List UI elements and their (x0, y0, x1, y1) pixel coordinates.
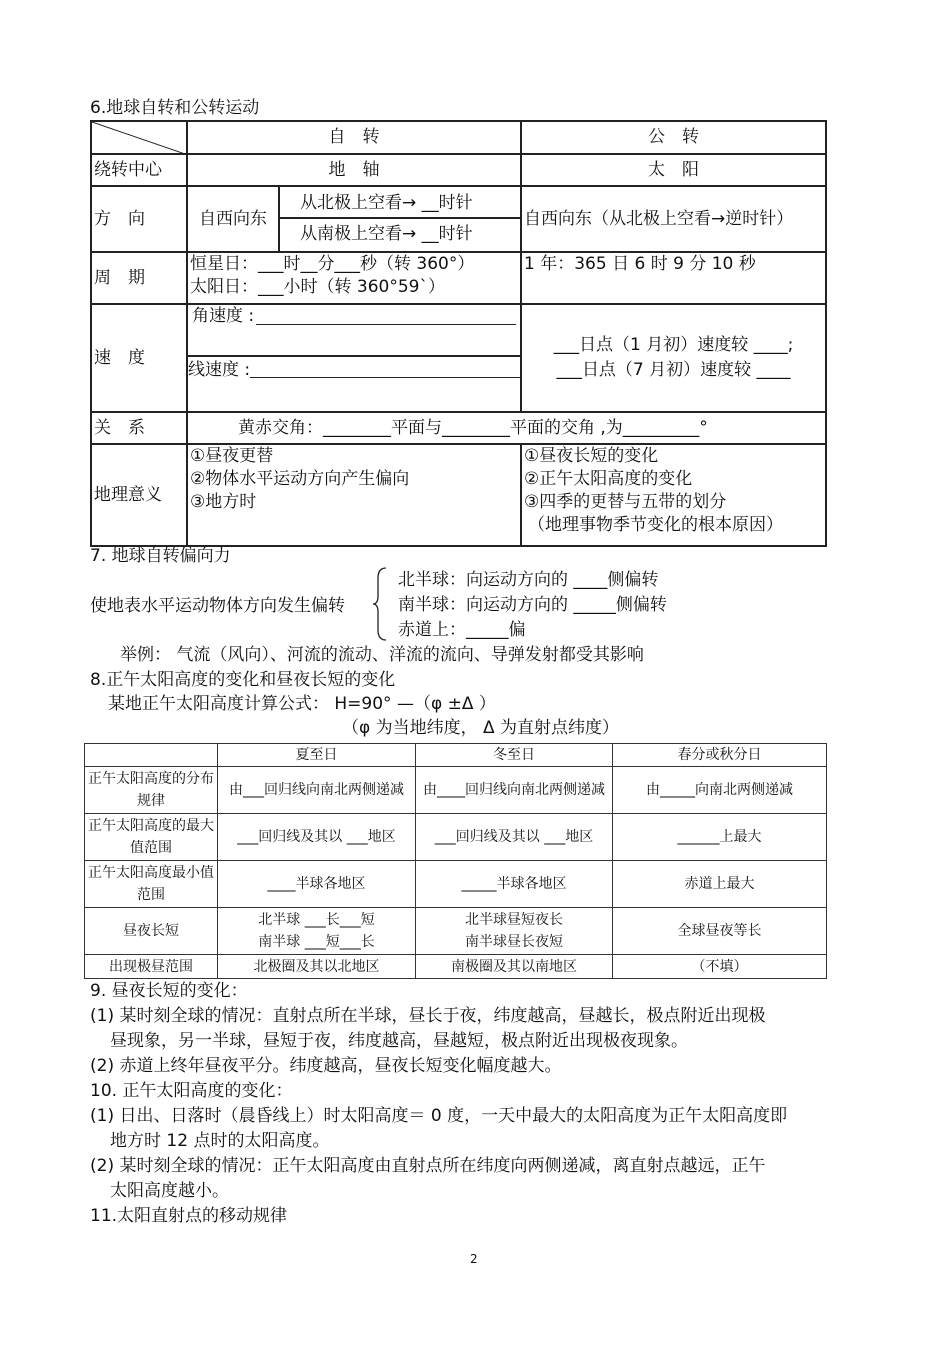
t2-row1-winter: 由____回归线向南北两侧递减 (416, 767, 613, 814)
t2-row1-summer: 由___回归线向南北两侧递减 (218, 767, 416, 814)
rotation-revolution-table (90, 120, 827, 547)
angular-speed-blank (256, 324, 516, 325)
rotation-meaning-2: ②物体水平运动方向产生偏向 (190, 469, 410, 489)
header-rotation: 自 转 (187, 121, 521, 154)
solar-height-table (84, 743, 827, 979)
row-label-meaning: 地理意义 (91, 444, 187, 546)
section10-p1b: 地方时 12 点时的太阳高度。 (110, 1131, 330, 1151)
revolution-meaning-4: （地理事物季节变化的根本原因） (528, 515, 783, 535)
t2-header-equinox: 春分或秋分日 (613, 744, 827, 767)
row-label-center: 绕转中心 (91, 154, 187, 186)
angular-speed: 角速度 : (192, 306, 255, 326)
section10-p2b: 太阳高度越小。 (110, 1181, 229, 1201)
section6-title: 6.地球自转和公转运动 (90, 98, 260, 118)
revolution-center: 太 阳 (521, 154, 826, 186)
coriolis-south: 南半球：向运动方向的 _____侧偏转 (398, 595, 667, 615)
t2-row4-equinox: 全球昼夜等长 (613, 908, 827, 955)
obliquity-text: 黄赤交角：________平面与________平面的交角 ,为_________° (187, 412, 826, 444)
aphelion-speed: ___日点（7 月初）速度较 ____ (556, 360, 791, 380)
section10-p2a: (2) 某时刻全球的情况：正午太阳高度由直射点所在纬度向两侧递减，离直射点越远，正午 (90, 1156, 766, 1176)
t2-header-blank (85, 744, 218, 767)
formula-note: （φ 为当地纬度， Δ 为直射点纬度） (342, 718, 620, 738)
revolution-meaning-3: ③四季的更替与五带的划分 (524, 492, 727, 512)
t2-row4-summer: 北半球 ___长___短 南半球 ___短___长 (218, 908, 416, 955)
perihelion-speed: ___日点（1 月初）速度较 ____; (553, 335, 794, 355)
t2-row3-label: 正午太阳高度最小值范围 (85, 861, 218, 908)
t2-row5-label: 出现极昼范围 (85, 955, 218, 979)
t2-row5-equinox: （不填） (613, 955, 827, 979)
t2-header-winter: 冬至日 (416, 744, 613, 767)
section9-p1b: 昼现象，另一半球，昼短于夜，纬度越高，昼越短，极点附近出现极夜现象。 (110, 1031, 688, 1051)
section9-p2: (2) 赤道上终年昼夜平分。纬度越高，昼夜长短变化幅度越大。 (90, 1056, 562, 1076)
rotation-meaning-1: ①昼夜更替 (190, 446, 274, 466)
coriolis-example: 举例： 气流（风向）、河流的流动、洋流的流向、导弹发射都受其影响 (120, 645, 644, 665)
coriolis-north: 北半球：向运动方向的 ____侧偏转 (398, 570, 659, 590)
row-label-period: 周 期 (91, 252, 187, 304)
row-label-speed: 速 度 (91, 304, 187, 412)
brace-icon (372, 566, 388, 642)
t2-header-summer: 夏至日 (218, 744, 416, 767)
t2-row2-label: 正午太阳高度的最大值范围 (85, 814, 218, 861)
diagonal-header-cell (91, 121, 187, 154)
section10-p1a: (1) 日出、日落时（晨昏线上）时太阳高度＝ 0 度，一天中最大的太阳高度为正午太阳高度即 (90, 1106, 788, 1126)
revolution-period: 1 年：365 日 6 时 9 分 10 秒 (521, 252, 826, 304)
section7-title: 7. 地球自转偏向力 (90, 546, 231, 566)
section9-p1a: (1) 某时刻全球的情况：直射点所在半球，昼长于夜，纬度越高，昼越长，极点附近出现极 (90, 1006, 766, 1026)
t2-row3-summer: ____半球各地区 (218, 861, 416, 908)
linear-speed: 线速度 : (188, 360, 251, 380)
t2-row2-equinox: ______上最大 (613, 814, 827, 861)
coriolis-lead: 使地表水平运动物体方向发生偏转 (90, 596, 345, 616)
t2-row3-winter: _____半球各地区 (416, 861, 613, 908)
t2-row1-equinox: 由_____向南北两侧递减 (613, 767, 827, 814)
t2-row5-summer: 北极圈及其以北地区 (218, 955, 416, 979)
revolution-meaning-2: ②正午太阳高度的变化 (524, 469, 693, 489)
rotation-meaning-3: ③地方时 (190, 492, 257, 512)
section11-title: 11.太阳直射点的移动规律 (90, 1206, 288, 1226)
coriolis-equator: 赤道上：_____偏 (398, 620, 526, 640)
rotation-direction: 自西向东 (187, 186, 279, 252)
t2-row4-label: 昼夜长短 (85, 908, 218, 955)
sidereal-day: 恒星日：___时__分___秒（转 360°） (190, 254, 475, 274)
revolution-meaning-1: ①昼夜长短的变化 (524, 446, 659, 466)
t2-row1-label: 正午太阳高度的分布规律 (85, 767, 218, 814)
row-label-relation: 关 系 (91, 412, 187, 444)
section8-title: 8.正午太阳高度的变化和昼夜长短的变化 (90, 670, 396, 690)
diagonal-line (92, 122, 188, 155)
rotation-center: 地 轴 (187, 154, 521, 186)
linear-speed-blank (250, 377, 520, 378)
t2-row2-summer: ___回归线及其以 ___地区 (218, 814, 416, 861)
row-label-direction: 方 向 (91, 186, 187, 252)
revolution-direction: 自西向东（从北极上空看→逆时针） (521, 186, 826, 252)
page-number: 2 (470, 1252, 478, 1266)
t2-row3-equinox: 赤道上最大 (613, 861, 827, 908)
t2-row5-winter: 南极圈及其以南地区 (416, 955, 613, 979)
t2-row4-winter: 北半球昼短夜长 南半球昼长夜短 (416, 908, 613, 955)
north-pole-view: 从北极上空看→ __时针 (280, 190, 520, 219)
t2-row2-winter: ___回归线及其以 ___地区 (416, 814, 613, 861)
header-revolution: 公 转 (521, 121, 826, 154)
south-pole-view: 从南极上空看→ __时针 (300, 224, 473, 244)
section10-title: 10. 正午太阳高度的变化： (90, 1081, 293, 1101)
section9-title: 9. 昼夜长短的变化： (90, 981, 248, 1001)
solar-day: 太阳日：___小时（转 360°59`） (190, 277, 445, 297)
noon-formula: 某地正午太阳高度计算公式： H=90° —（φ ±Δ ） (108, 694, 496, 714)
